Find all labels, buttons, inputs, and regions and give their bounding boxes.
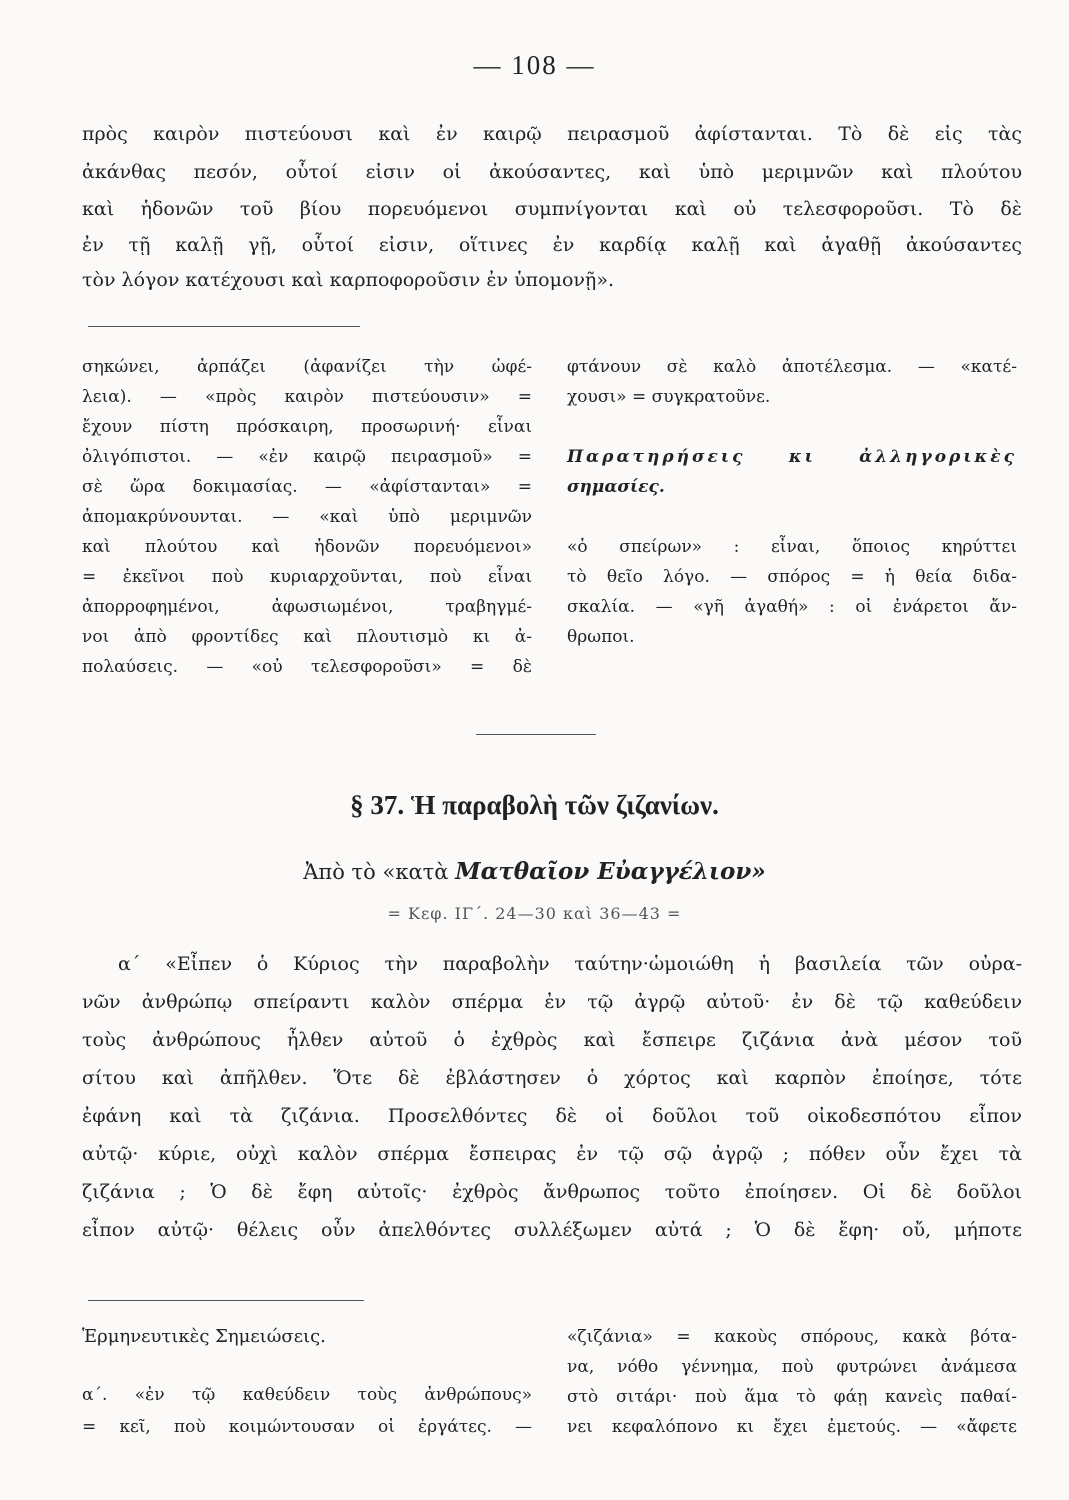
text-line: αὐτῷ· κύριε, οὐχὶ καλὸν σπέρμα ἔσπειρας ἐν τῷ σῷ ἀγρῷ ; πόθεν οὖν ἔχει τὰ bbox=[82, 1143, 1022, 1165]
note-line: να, νόθο γέννημα, ποὺ φυτρώνει ἀνάμεσα bbox=[567, 1357, 1017, 1377]
text-line: τὸν λόγον κατέχουσι καὶ καρποφοροῦσιν ἐν ὑπομονῇ». bbox=[82, 269, 614, 291]
note-line: ἔχουν πίστη πρόσκαιρη, προσωρινή· εἶναι bbox=[82, 417, 532, 437]
note-line: στὸ σιτάρι· ποὺ ἅμα τὸ φάῃ κανεὶς παθαί- bbox=[567, 1387, 1017, 1407]
text-line: ζιζάνια ; Ὁ δὲ ἔφη αὐτοῖς· ἐχθρὸς ἄνθρωπος τοῦτο ἐποίησεν. Οἱ δὲ δοῦλοι bbox=[82, 1181, 1022, 1203]
note-line: ὀλιγόπιστοι. — «ἐν καιρῷ πειρασμοῦ» = bbox=[82, 447, 532, 467]
text-line: ἐν τῇ καλῇ γῇ, οὗτοί εἰσιν, οἵτινες ἐν καρδίᾳ καλῇ καὶ ἀγαθῇ ἀκούσαντες bbox=[82, 234, 1022, 256]
text-line: α΄ «Εἶπεν ὁ Κύριος τὴν παραβολὴν ταύτην·ὡμοιώθη ἡ βασιλεία τῶν οὐρα- bbox=[118, 953, 1022, 975]
note-line: θρωποι. bbox=[567, 627, 635, 647]
text-line: νῶν ἀνθρώπῳ σπείραντι καλὸν σπέρμα ἐν τῷ ἀγρῷ αὐτοῦ· ἐν δὲ τῷ καθεύδειν bbox=[82, 991, 1022, 1013]
text-line: τοὺς ἀνθρώπους ἦλθεν αὐτοῦ ὁ ἐχθρὸς καὶ ἔσπειρε ζιζάνια ἀνὰ μέσον τοῦ bbox=[82, 1029, 1022, 1051]
section-source bbox=[0, 858, 1069, 885]
note-line: «ζιζάνια» = κακοὺς σπόρους, κακὰ βότα- bbox=[567, 1327, 1017, 1347]
note-line: καὶ πλούτου καὶ ἡδονῶν πορευόμενοι» bbox=[82, 537, 532, 557]
text-line: πρὸς καιρὸν πιστεύουσι καὶ ἐν καιρῷ πειρασμοῦ ἀφίστανται. Τὸ δὲ εἰς τὰς bbox=[82, 123, 1022, 145]
page-number: — 108 — bbox=[473, 50, 596, 80]
observations-heading-cont: σημασίες. bbox=[567, 477, 665, 497]
note-line: ἀπομακρύνουνται. — «καὶ ὑπὸ μεριμνῶν bbox=[82, 507, 532, 527]
note-line: σὲ ὥρα δοκιμασίας. — «ἀφίστανται» = bbox=[82, 477, 532, 497]
note-line: χουσι» = συγκρατοῦνε. bbox=[567, 387, 771, 407]
note-line: νοι ἀπὸ φροντίδες καὶ πλουτισμὸ κι ἀ- bbox=[82, 627, 532, 647]
text-line: σίτου καὶ ἀπῆλθεν. Ὅτε δὲ ἐβλάστησεν ὁ χόρτος καὶ καρπὸν ἐποίησε, τότε bbox=[82, 1067, 1022, 1089]
note-line: σηκώνει, ἁρπάζει (ἀφανίζει τὴν ὠφέ- bbox=[82, 357, 532, 377]
chapter-reference: = Κεφ. ΙΓ΄. 24—30 καὶ 36—43 = bbox=[387, 904, 682, 923]
notes-heading: Ἑρμηνευτικὲς Σημειώσεις. bbox=[82, 1326, 326, 1347]
note-line: «ὁ σπείρων» : εἶναι, ὅποιος κηρύττει bbox=[567, 537, 1017, 557]
section-heading: § 37. Ἡ παραβολὴ τῶν ζιζανίων. bbox=[350, 790, 719, 820]
note-line: = κεῖ, ποὺ κοιμώντουσαν οἱ ἐργάτες. — bbox=[82, 1417, 532, 1437]
note-line: ἀπορροφημένοι, ἀφωσιωμένοι, τραβηγμέ- bbox=[82, 597, 532, 617]
note-line: λεια). — «πρὸς καιρὸν πιστεύουσιν» = bbox=[82, 387, 532, 407]
note-line: α΄. «ἐν τῷ καθεύδειν τοὺς ἀνθρώπους» bbox=[82, 1385, 532, 1405]
note-line: φτάνουν σὲ καλὸ ἀποτέλεσμα. — «κατέ- bbox=[567, 357, 1017, 377]
text-line: ἐφάνη καὶ τὰ ζιζάνια. Προσελθόντες δὲ οἱ δοῦλοι τοῦ οἰκοδεσπότου εἶπον bbox=[82, 1105, 1022, 1127]
footnote-divider bbox=[88, 326, 360, 327]
source-prefix: Ἀπὸ τὸ «κατὰ bbox=[303, 860, 449, 884]
footnote-divider bbox=[88, 1300, 364, 1301]
note-line: = ἐκεῖνοι ποὺ κυριαρχοῦνται, ποὺ εἶναι bbox=[82, 567, 532, 587]
section-divider bbox=[476, 734, 596, 735]
note-line: πολαύσεις. — «οὐ τελεσφοροῦσι» = δὲ bbox=[82, 657, 532, 677]
observations-heading: Παρατηρήσεις κι ἀλληγορικὲς bbox=[567, 447, 1017, 467]
text-line: εἶπον αὐτῷ· θέλεις οὖν ἀπελθόντες συλλέξωμεν αὐτά ; Ὁ δὲ ἔφη· οὔ, μήποτε bbox=[82, 1219, 1022, 1241]
text-line: ἀκάνθας πεσόν, οὗτοί εἰσιν οἱ ἀκούσαντες, καὶ ὑπὸ μεριμνῶν καὶ πλούτου bbox=[82, 161, 1022, 183]
note-line: νει κεφαλόπονο κι ἔχει ἐμετούς. — «ἄφετε bbox=[567, 1417, 1017, 1437]
source-title: Ματθαῖον Εὐαγγέλιον» bbox=[455, 858, 766, 885]
text-line: καὶ ἡδονῶν τοῦ βίου πορευόμενοι συμπνίγονται καὶ οὐ τελεσφοροῦσι. Τὸ δὲ bbox=[82, 198, 1022, 220]
note-line: τὸ θεῖο λόγο. — σπόρος = ἡ θεία διδα- bbox=[567, 567, 1017, 587]
note-line: σκαλία. — «γῆ ἀγαθή» : οἱ ἐνάρετοι ἄν- bbox=[567, 597, 1017, 617]
